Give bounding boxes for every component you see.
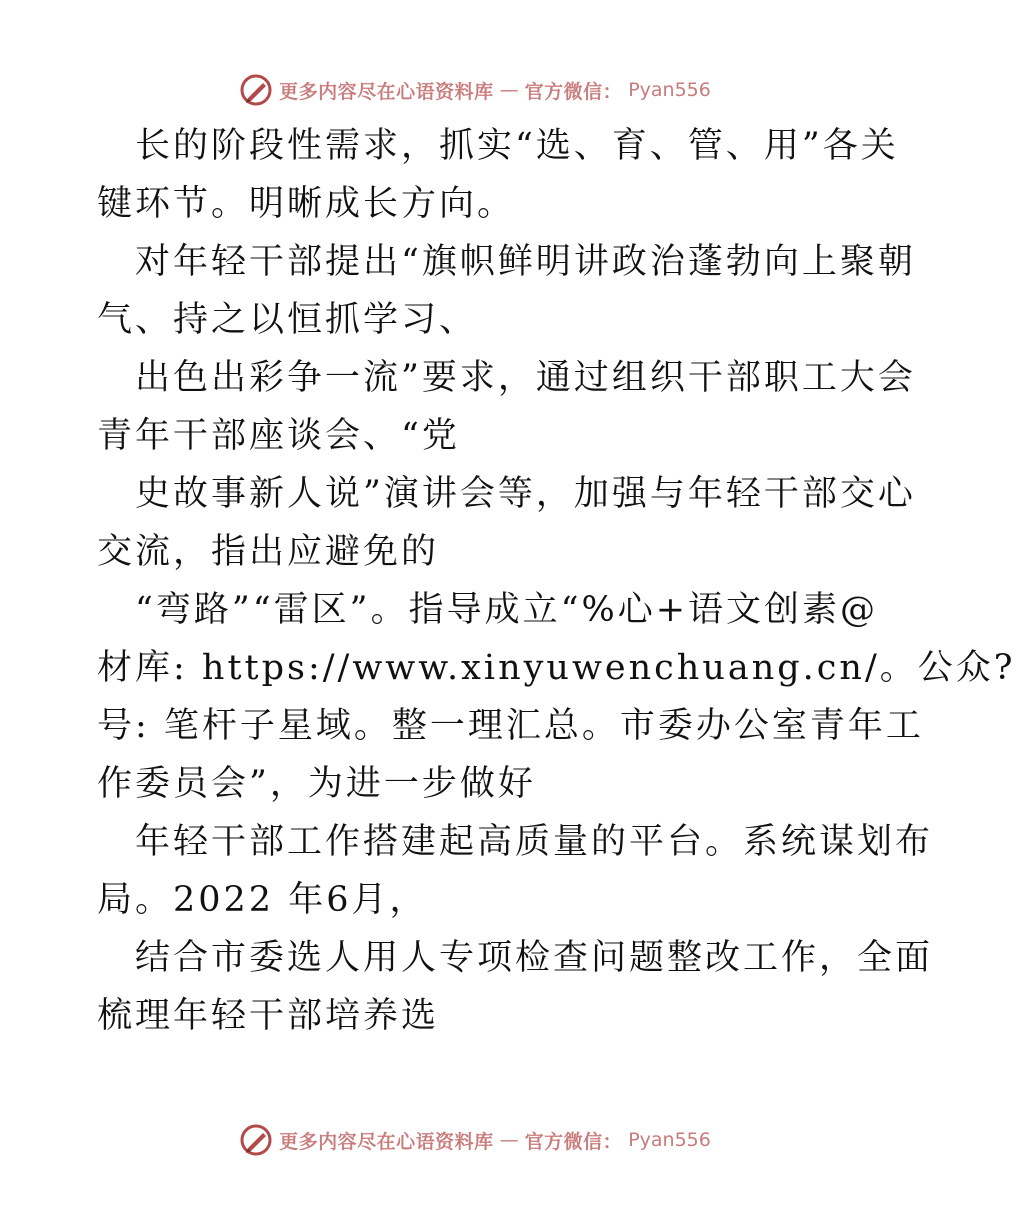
text-line: 青年干部座谈会、“党 <box>97 416 460 456</box>
text-line: 气、持之以恒抓学习、 <box>97 300 478 340</box>
header-banner <box>0 70 950 110</box>
text-line: 出色出彩争一流”要求，通过组织干部职工大会 <box>135 358 916 398</box>
text-line: 材库: https://www.xinyuwenchuang.cn/。公众? <box>97 648 1016 688</box>
text-line: 长的阶段性需求，抓实“选、育、管、用”各关 <box>135 126 899 166</box>
banner-site-text: 更多内容尽在心语资料库 <box>279 1130 494 1153</box>
text-line: 号: 笔杆子星域。整一理汇总。市委办公室青年工 <box>97 706 924 746</box>
text-line: 键环节。明晰成长方向。 <box>97 184 516 224</box>
document-body <box>97 117 1016 1045</box>
text-line: “弯路”“雷区”。指导成立“%心+语文创素@ <box>135 590 879 630</box>
banner-site-text: 更多内容尽在心语资料库 <box>279 80 494 103</box>
pen-logo-icon <box>239 1123 273 1157</box>
banner-wechat-label: 官方微信： <box>524 80 623 103</box>
text-line: 局。2022 年6月， <box>97 880 428 920</box>
text-line: 史故事新人说”演讲会等，加强与年轻干部交心 <box>135 474 916 514</box>
text-line: 交流，指出应避免的 <box>97 532 440 572</box>
banner-wechat-label: 官方微信： <box>524 1130 623 1153</box>
text-line: 作委员会”，为进一步做好 <box>97 764 536 804</box>
banner-dash: — <box>499 79 519 101</box>
text-line: 对年轻干部提出“旗帜鲜明讲政治蓬勃向上聚朝 <box>135 242 916 282</box>
text-line: 年轻干部工作搭建起高质量的平台。系统谋划布 <box>135 822 934 862</box>
pen-logo-icon <box>239 73 273 107</box>
banner-wechat-id: Pyan556 <box>628 1129 711 1151</box>
footer-banner <box>0 1120 950 1160</box>
banner-wechat-id: Pyan556 <box>628 79 711 101</box>
text-line: 梳理年轻干部培养选 <box>97 996 440 1036</box>
text-line: 结合市委选人用人专项检查问题整改工作，全面 <box>135 938 934 978</box>
banner-dash: — <box>499 1129 519 1151</box>
